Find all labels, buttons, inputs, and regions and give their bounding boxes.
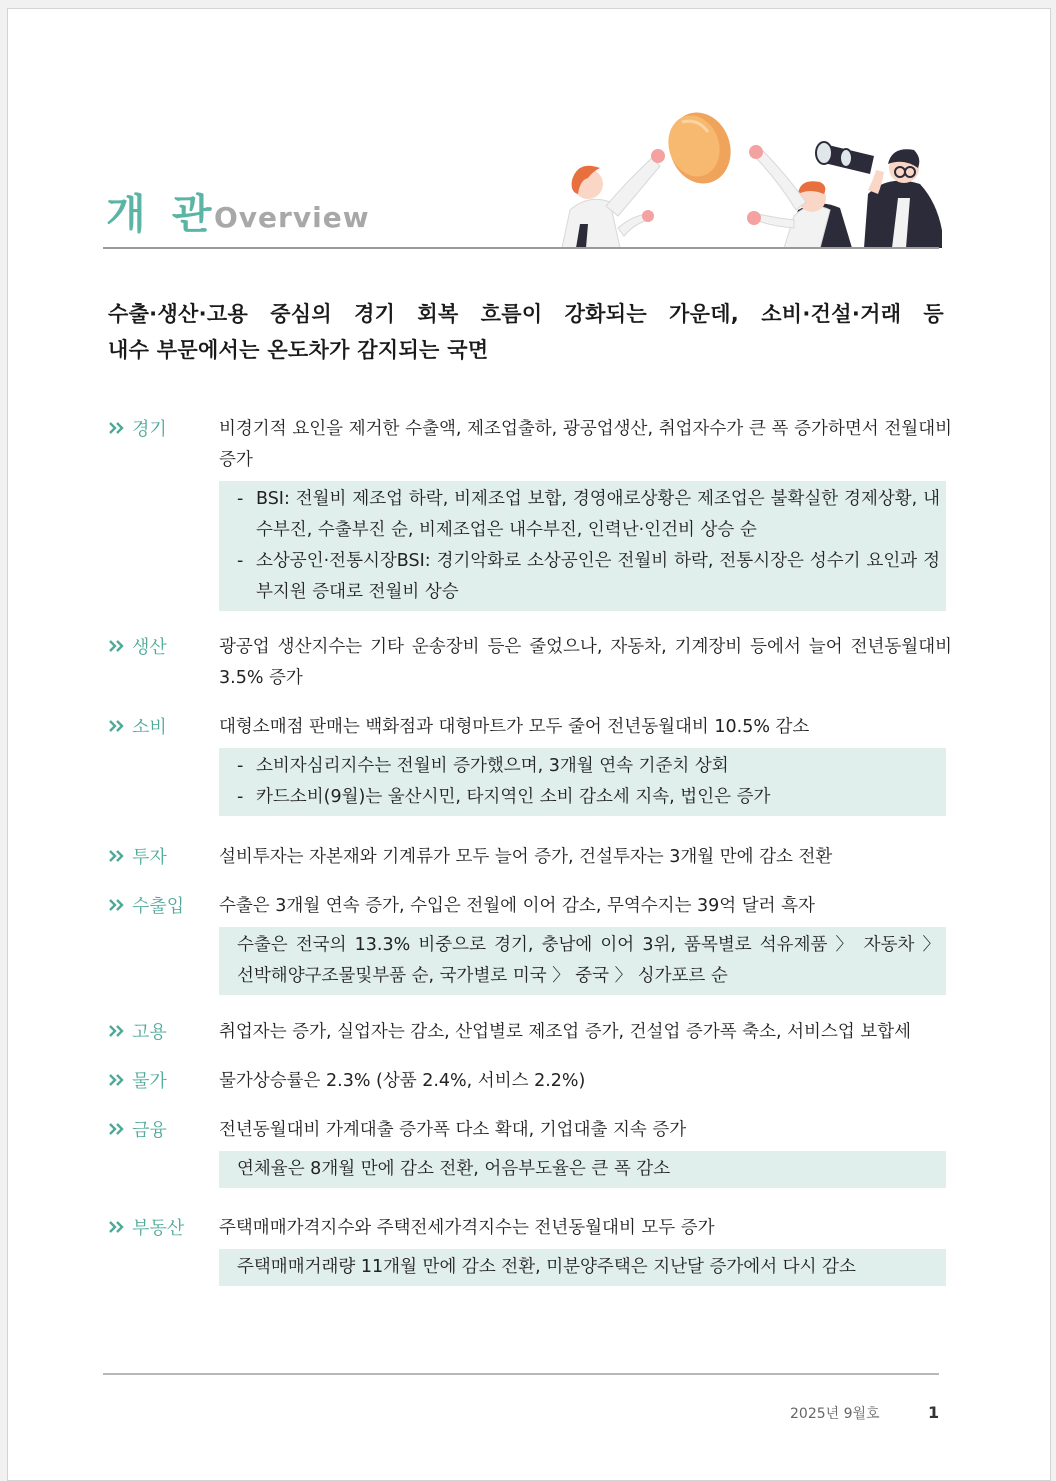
section-text: 광공업 생산지수는 기타 운송장비 등은 줄었으나, 자동차, 기계장비 등에서 늘어 전년동월대비 3.5% 증가 <box>219 637 952 688</box>
woman-pointing-figure <box>562 149 665 248</box>
section-label <box>108 891 216 922</box>
double-chevron-icon <box>108 640 126 652</box>
headline-line: 수출·생산·고용 중심의 경기 회복 흐름이 강화되는 가운데, 소비·건설·거래 등 <box>108 302 944 326</box>
double-chevron-icon <box>108 850 126 862</box>
section-note <box>219 1249 946 1286</box>
section-text: 수출은 3개월 연속 증가, 수입은 전월에 이어 감소, 무역수지는 39억 달러 흑자 <box>219 896 815 916</box>
page-number: 1 <box>928 1403 940 1422</box>
section-label-text: 투자 <box>132 847 167 868</box>
note-line: 수출은 전국의 13.3% 비중으로 경기, 충남에 이어 3위, 품목별로 석유제품 〉 자동차 〉 <box>237 935 940 955</box>
note-bullet: - BSI: 전월비 제조업 하락, 비제조업 보합, 경영애로상황은 제조업은 불확실한 경제상황, 내수부진, 수출부진 순, 비제조업은 내수부진, 인력난·인건비 상승 순 <box>237 489 940 540</box>
headline-line: 내수 부문에서는 온도차가 감지되는 국면 <box>108 338 489 362</box>
section-body <box>219 712 952 816</box>
page-subtitle: Overview <box>214 201 370 234</box>
section-body <box>219 1213 952 1286</box>
section-label-text: 물가 <box>132 1071 167 1092</box>
section-body <box>219 414 952 611</box>
section-label <box>108 1017 216 1048</box>
section-text: 전년동월대비 가계대출 증가폭 다소 확대, 기업대출 지속 증가 <box>219 1120 687 1140</box>
double-chevron-icon <box>108 1221 126 1233</box>
section-text: 주택매매가격지수와 주택전세가격지수는 전년동월대비 모두 증가 <box>219 1218 715 1238</box>
section-note <box>219 1151 946 1188</box>
section-note <box>219 748 946 816</box>
section-text: 물가상승률은 2.3% (상품 2.4%, 서비스 2.2%) <box>219 1071 586 1091</box>
header-illustration <box>548 98 942 248</box>
note-line: 선박해양구조물및부품 순, 국가별로 미국 〉 중국 〉 싱가포르 순 <box>237 966 728 986</box>
section-text: 취업자는 증가, 실업자는 감소, 산업별로 제조업 증가, 건설업 증가폭 축소, 서비스업 보합세 <box>219 1022 912 1042</box>
section-text: 비경기적 요인을 제거한 수출액, 제조업출하, 광공업생산, 취업자수가 큰 폭 증가하면서 전월대비 증가 <box>219 419 952 470</box>
section-text: 설비투자는 자본재와 기계류가 모두 늘어 증가, 건설투자는 3개월 만에 감소 전환 <box>219 847 833 867</box>
section-label <box>108 1115 216 1146</box>
section-label-text: 경기 <box>132 419 167 440</box>
section-label-text: 고용 <box>132 1022 167 1043</box>
note-line: 주택매매거래량 11개월 만에 감소 전환, 미분양주택은 지난달 증가에서 다시 감소 <box>237 1257 856 1277</box>
note-bullet: - 소비자심리지수는 전월비 증가했으며, 3개월 연속 기준치 상회 <box>237 756 729 776</box>
section-note <box>219 927 946 995</box>
section-body <box>219 842 952 873</box>
section-note <box>219 481 946 611</box>
note-line: 연체율은 8개월 만에 감소 전환, 어음부도율은 큰 폭 감소 <box>237 1159 671 1179</box>
section-label <box>108 632 216 663</box>
double-chevron-icon <box>108 422 126 434</box>
double-chevron-icon <box>108 1123 126 1135</box>
section-label <box>108 712 216 743</box>
section-label-text: 금융 <box>132 1120 167 1141</box>
section-label <box>108 1066 216 1097</box>
section-label-text: 수출입 <box>132 896 185 917</box>
section-body <box>219 891 952 995</box>
section-label-text: 생산 <box>132 637 167 658</box>
section-body <box>219 632 952 694</box>
issue-label: 2025년 9월호 <box>790 1406 880 1422</box>
note-bullet: - 카드소비(9월)는 울산시민, 타지역인 소비 감소세 지속, 법인은 증가 <box>237 787 771 807</box>
double-chevron-icon <box>108 899 126 911</box>
section-body <box>219 1066 952 1097</box>
section-label <box>108 842 216 873</box>
section-label <box>108 1213 216 1244</box>
header-divider <box>103 247 939 249</box>
section-body <box>219 1017 952 1048</box>
coin-icon <box>660 104 739 191</box>
double-chevron-icon <box>108 720 126 732</box>
headline <box>108 296 944 368</box>
page-title: 개 관 <box>106 190 218 238</box>
double-chevron-icon <box>108 1074 126 1086</box>
footer-divider <box>103 1373 939 1375</box>
section-body <box>219 1115 952 1188</box>
section-label-text: 소비 <box>132 717 167 738</box>
section-text: 대형소매점 판매는 백화점과 대형마트가 모두 줄어 전년동월대비 10.5% 감소 <box>219 717 810 737</box>
section-label-text: 부동산 <box>132 1218 185 1239</box>
section-label <box>108 414 216 445</box>
double-chevron-icon <box>108 1025 126 1037</box>
note-bullet: - 소상공인·전통시장BSI: 경기악화로 소상공인은 전월비 하락, 전통시장은 성수기 요인과 정부지원 증대로 전월비 상승 <box>237 551 940 602</box>
